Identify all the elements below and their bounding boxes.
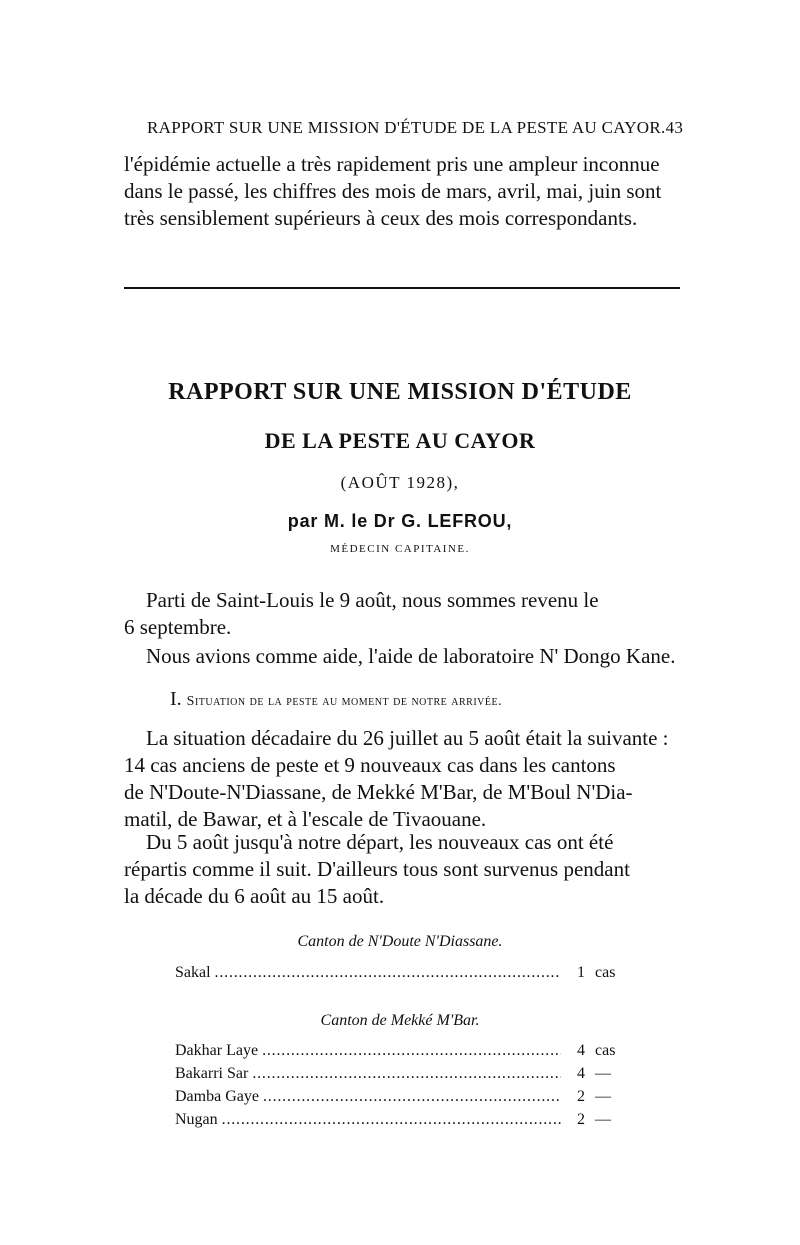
dot-leader xyxy=(222,1111,561,1129)
text-line: très sensiblement supérieurs à ceux des mois correspondants. xyxy=(124,206,638,230)
text-line: dans le passé, les chiffres des mois de mars, avril, mai, juin sont xyxy=(124,179,662,203)
article-title-line2: DE LA PESTE AU CAYOR xyxy=(264,428,536,453)
paragraph-assistant xyxy=(124,643,680,670)
text-line: la décade du 6 août au 15 août. xyxy=(124,884,385,908)
article-date: (AOÛT 1928), xyxy=(340,473,460,492)
text-line: Nous avions comme aide, l'aide de laboratoire N' Dongo Kane. xyxy=(146,644,676,668)
canton-title: Canton de Mekké M'Bar. xyxy=(320,1012,480,1029)
section-divider xyxy=(124,287,680,289)
dot-leader xyxy=(262,1042,561,1060)
case-unit: — xyxy=(595,1065,611,1082)
intro-paragraph xyxy=(124,151,680,232)
table-row xyxy=(175,1065,625,1083)
table-row xyxy=(175,964,625,982)
dot-leader xyxy=(252,1065,561,1083)
case-count: 4 xyxy=(577,1065,585,1082)
text-line: Parti de Saint-Louis le 9 août, nous sommes revenu le xyxy=(146,588,599,612)
running-head xyxy=(147,118,684,138)
page-number: 43 xyxy=(665,118,684,137)
text-line: l'épidémie actuelle a très rapidement pris une ampleur inconnue xyxy=(124,152,660,176)
section-number: I. xyxy=(170,688,182,710)
case-unit: cas xyxy=(595,1042,616,1059)
case-count: 4 xyxy=(577,1042,585,1059)
paragraph-departure xyxy=(124,587,680,641)
author-role: MÉDECIN CAPITAINE. xyxy=(330,543,470,555)
text-line: 14 cas anciens de peste et 9 nouveaux cas dans les cantons xyxy=(124,753,616,777)
text-line: 6 septembre. xyxy=(124,615,232,639)
table-row xyxy=(175,1042,625,1060)
case-unit: — xyxy=(595,1088,611,1105)
table-row xyxy=(175,1088,625,1106)
place-name: Damba Gaye xyxy=(175,1088,259,1105)
paragraph-new-cases xyxy=(124,829,680,910)
dot-leader xyxy=(263,1088,561,1106)
section-title: Situation de la peste au moment de notre arrivée. xyxy=(186,694,503,709)
case-unit: cas xyxy=(595,964,616,981)
table-row xyxy=(175,1111,625,1129)
section-heading xyxy=(170,688,502,711)
paragraph-situation xyxy=(124,725,680,833)
canton-title: Canton de N'Doute N'Diassane. xyxy=(297,933,503,950)
text-line: Du 5 août jusqu'à notre départ, les nouveaux cas ont été xyxy=(146,830,614,854)
place-name: Nugan xyxy=(175,1111,218,1128)
text-line: répartis comme il suit. D'ailleurs tous sont survenus pendant xyxy=(124,857,630,881)
article-title-line1: RAPPORT SUR UNE MISSION D'ÉTUDE xyxy=(168,379,632,405)
dot-leader xyxy=(215,964,561,982)
case-count: 2 xyxy=(577,1111,585,1128)
running-head-title: RAPPORT SUR UNE MISSION D'ÉTUDE DE LA PESTE AU CAYOR. xyxy=(147,118,666,137)
place-name: Dakhar Laye xyxy=(175,1042,259,1059)
case-unit: — xyxy=(595,1111,611,1128)
text-line: La situation décadaire du 26 juillet au 5 août était la suivante : xyxy=(146,726,669,750)
case-count: 2 xyxy=(577,1088,585,1105)
article-author: par M. le Dr G. LEFROU, xyxy=(287,511,513,531)
text-line: matil, de Bawar, et à l'escale de Tivaouane. xyxy=(124,807,487,831)
text-line: de N'Doute-N'Diassane, de Mekké M'Bar, de M'Boul N'Dia- xyxy=(124,780,633,804)
case-count: 1 xyxy=(577,964,585,981)
place-name: Sakal xyxy=(175,964,211,981)
place-name: Bakarri Sar xyxy=(175,1065,249,1082)
